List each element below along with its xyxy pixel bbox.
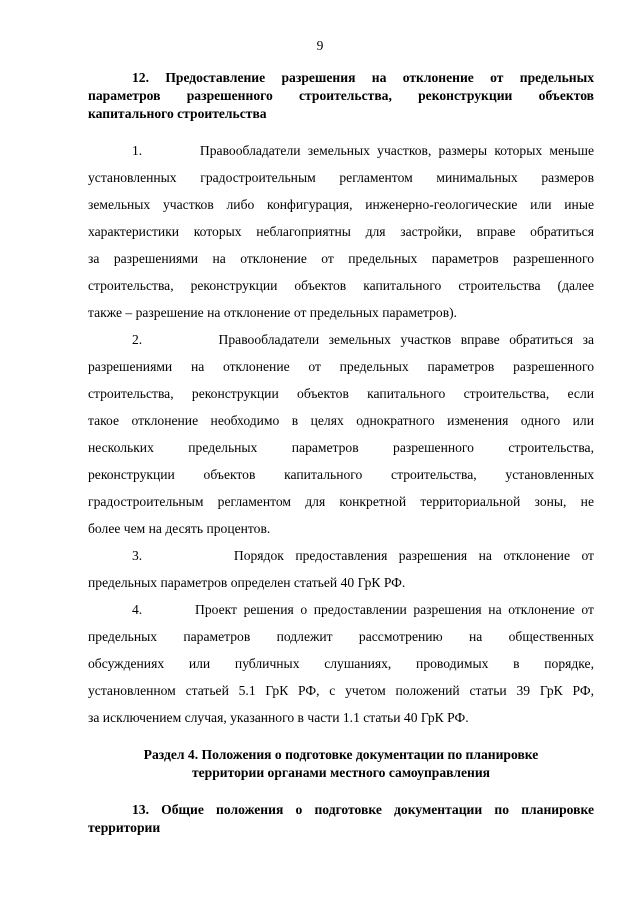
paragraph-1-line: за разрешениями на отклонение от предельных параметров разрешенного xyxy=(88,251,594,266)
paragraph-2-line: реконструкции объектов капитального строительства, установленных xyxy=(88,467,594,482)
section-12-heading-line: капитального строительства xyxy=(88,106,267,121)
paragraph-1-line: характеристики которых неблагоприятны для застройки, вправе обратиться xyxy=(88,224,594,239)
paragraph-2-line: нескольких предельных параметров разрешенного строительства, xyxy=(88,440,594,455)
paragraph-2-line: такое отклонение необходимо в целях однократного изменения одного или xyxy=(88,413,594,428)
section-13-heading-line: территории xyxy=(88,820,161,835)
paragraph-2-line: разрешениями на отклонение от предельных параметров разрешенного xyxy=(88,359,594,374)
paragraph-3-line: предельных параметров определен статьей 40 ГрК РФ. xyxy=(88,575,406,590)
paragraph-2-line: более чем на десять процентов. xyxy=(88,521,271,536)
paragraph-4-line: установленном статьей 5.1 ГрК РФ, с учетом положений статьи 39 ГрК РФ, xyxy=(88,683,594,698)
paragraph-4-line: обсуждениях или публичных слушаниях, проводимых в порядке, xyxy=(88,656,594,671)
paragraph-1-line: земельных участков либо конфигурация, инженерно-геологические или иные xyxy=(88,197,594,212)
paragraph-1-line: строительства, реконструкции объектов капитального строительства (далее xyxy=(88,278,594,293)
section-4-heading-line: Раздел 4. Положения о подготовке документации по планировке xyxy=(143,747,539,762)
paragraph-3-line: 3. Порядок предоставления разрешения на отклонение от xyxy=(132,548,594,563)
section-12-heading-line: 12. Предоставление разрешения на отклонение от предельных xyxy=(132,70,594,85)
paragraph-4-line: предельных параметров подлежит рассмотрению на общественных xyxy=(88,629,594,644)
page-number: 9 xyxy=(316,38,324,53)
paragraph-4-line: за исключением случая, указанного в части 1.1 статьи 40 ГрК РФ. xyxy=(88,710,469,725)
section-4-heading-line: территории органами местного самоуправления xyxy=(191,765,491,780)
paragraph-4-line: 4. Проект решения о предоставлении разрешения на отклонение от xyxy=(132,602,594,617)
section-13-heading-line: 13. Общие положения о подготовке документации по планировке xyxy=(132,802,594,817)
paragraph-2-line: 2. Правообладатели земельных участков вправе обратиться за xyxy=(132,332,594,347)
paragraph-1-line: также – разрешение на отклонение от предельных параметров). xyxy=(88,305,458,320)
section-12-heading-line: параметров разрешенного строительства, реконструкции объектов xyxy=(88,88,594,103)
paragraph-2-line: градостроительным регламентом для конкретной территориальной зоны, не xyxy=(88,494,594,509)
paragraph-2-line: строительства, реконструкции объектов капитального строительства, если xyxy=(88,386,594,401)
paragraph-1-line: установленных градостроительным регламентом минимальных размеров xyxy=(88,170,594,185)
paragraph-1-line: 1. Правообладатели земельных участков, размеры которых меньше xyxy=(132,143,594,158)
